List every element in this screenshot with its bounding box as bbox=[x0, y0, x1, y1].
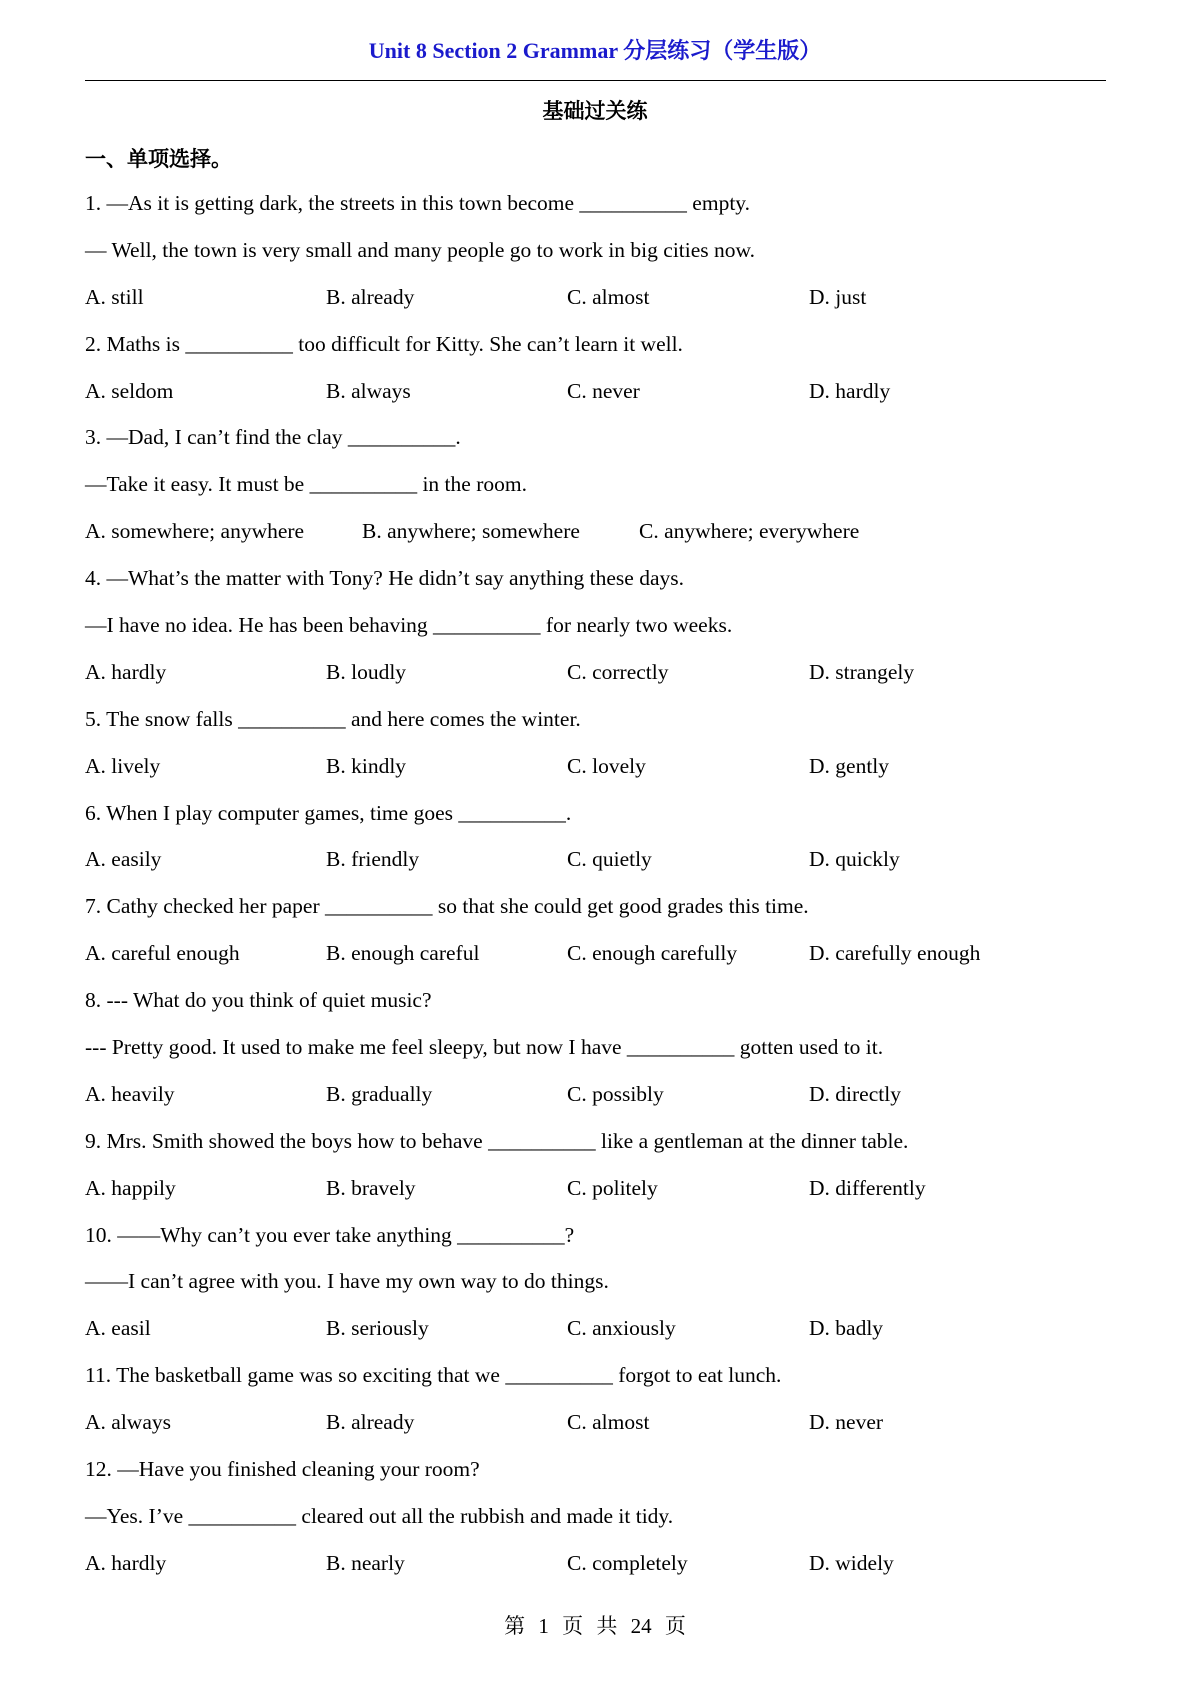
options-row bbox=[85, 1314, 1106, 1361]
option-b: B. gradually bbox=[326, 1081, 433, 1106]
option-d: D. hardly bbox=[809, 378, 891, 403]
option-c: C. anywhere; everywhere bbox=[639, 519, 860, 544]
option-b: B. seriously bbox=[326, 1316, 429, 1341]
question-list bbox=[85, 189, 1106, 1596]
option-c: C. quietly bbox=[567, 847, 652, 872]
option-a: A. easil bbox=[85, 1316, 151, 1341]
option-d: D. differently bbox=[809, 1175, 926, 1200]
question-text: 2. Maths is __________ too difficult for Kitty. She can’t learn it well. bbox=[85, 331, 683, 356]
option-a: A. hardly bbox=[85, 1550, 167, 1575]
options-row bbox=[85, 658, 1106, 705]
option-a: A. easily bbox=[85, 847, 162, 872]
option-b: B. enough careful bbox=[326, 941, 480, 966]
option-b: B. kindly bbox=[326, 753, 407, 778]
question-text: ——I can’t agree with you. I have my own way to do things. bbox=[85, 1269, 609, 1294]
options-row bbox=[85, 1408, 1106, 1455]
question-text: —I have no idea. He has been behaving __________ for nearly two weeks. bbox=[85, 613, 733, 638]
options-row bbox=[85, 1174, 1106, 1221]
option-d: D. directly bbox=[809, 1081, 901, 1106]
option-d: D. gently bbox=[809, 753, 890, 778]
option-a: A. happily bbox=[85, 1175, 176, 1200]
question-text: 9. Mrs. Smith showed the boys how to behave __________ like a gentleman at the dinner table. bbox=[85, 1128, 909, 1153]
options-row bbox=[85, 517, 1106, 564]
options-row bbox=[85, 939, 1106, 986]
options-row bbox=[85, 283, 1106, 330]
subtitle: 基础过关练 bbox=[542, 99, 648, 123]
option-d: D. never bbox=[809, 1410, 884, 1435]
options-row bbox=[85, 752, 1106, 799]
option-b: B. bravely bbox=[326, 1175, 416, 1200]
question-text: — Well, the town is very small and many people go to work in big cities now. bbox=[85, 237, 756, 262]
header-divider bbox=[85, 80, 1106, 81]
option-d: D. carefully enough bbox=[809, 941, 981, 966]
question-text: 5. The snow falls __________ and here comes the winter. bbox=[85, 706, 581, 731]
option-b: B. nearly bbox=[326, 1550, 405, 1575]
option-b: B. loudly bbox=[326, 659, 407, 684]
option-c: C. almost bbox=[567, 1410, 650, 1435]
option-b: B. always bbox=[326, 378, 411, 403]
option-b: B. already bbox=[326, 284, 415, 309]
question-text: 6. When I play computer games, time goes __________. bbox=[85, 800, 572, 825]
question-text: 4. —What’s the matter with Tony? He didn’t say anything these days. bbox=[85, 566, 684, 591]
option-d: D. badly bbox=[809, 1316, 884, 1341]
option-a: A. somewhere; anywhere bbox=[85, 519, 305, 544]
option-b: B. already bbox=[326, 1410, 415, 1435]
option-a: A. careful enough bbox=[85, 941, 240, 966]
question-text: —Take it easy. It must be __________ in the room. bbox=[85, 472, 527, 497]
option-c: C. correctly bbox=[567, 659, 669, 684]
question-text: 8. --- What do you think of quiet music? bbox=[85, 988, 432, 1013]
option-d: D. strangely bbox=[809, 659, 915, 684]
question-text: 1. —As it is getting dark, the streets in this town become __________ empty. bbox=[85, 191, 751, 215]
option-a: A. still bbox=[85, 284, 144, 309]
page-footer: 第 1 页 共 24 页 bbox=[504, 1614, 686, 1638]
options-row bbox=[85, 377, 1106, 424]
question-text: 11. The basketball game was so exciting that we __________ forgot to eat lunch. bbox=[85, 1363, 782, 1388]
option-c: C. anxiously bbox=[567, 1316, 676, 1341]
option-a: A. seldom bbox=[85, 378, 174, 403]
option-d: D. widely bbox=[809, 1550, 894, 1575]
options-row bbox=[85, 1080, 1106, 1127]
question-text: 10. ——Why can’t you ever take anything __________? bbox=[85, 1222, 575, 1247]
option-c: C. politely bbox=[567, 1175, 658, 1200]
option-c: C. possibly bbox=[567, 1081, 664, 1106]
question-text: 3. —Dad, I can’t find the clay __________. bbox=[85, 425, 461, 450]
option-a: A. heavily bbox=[85, 1081, 175, 1106]
option-d: D. just bbox=[809, 284, 867, 309]
question-text: —Yes. I’ve __________ cleared out all the rubbish and made it tidy. bbox=[85, 1503, 674, 1528]
question-text: 12. —Have you finished cleaning your room? bbox=[85, 1457, 480, 1482]
option-a: A. hardly bbox=[85, 659, 167, 684]
option-a: A. lively bbox=[85, 753, 161, 778]
question-text: --- Pretty good. It used to make me feel sleepy, but now I have __________ gotten used to it. bbox=[85, 1035, 884, 1060]
option-b: B. anywhere; somewhere bbox=[362, 519, 580, 544]
document-title: Unit 8 Section 2 Grammar 分层练习（学生版） bbox=[368, 38, 822, 63]
option-c: C. almost bbox=[567, 284, 650, 309]
option-a: A. always bbox=[85, 1410, 171, 1435]
option-d: D. quickly bbox=[809, 847, 900, 872]
option-b: B. friendly bbox=[326, 847, 420, 872]
option-c: C. never bbox=[567, 378, 640, 403]
option-c: C. completely bbox=[567, 1550, 688, 1575]
option-c: C. enough carefully bbox=[567, 941, 738, 966]
options-row bbox=[85, 845, 1106, 892]
question-text: 7. Cathy checked her paper __________ so that she could get good grades this time. bbox=[85, 894, 809, 919]
options-row bbox=[85, 1549, 1106, 1596]
option-c: C. lovely bbox=[567, 753, 646, 778]
section-heading: 一、单项选择。 bbox=[85, 147, 232, 171]
